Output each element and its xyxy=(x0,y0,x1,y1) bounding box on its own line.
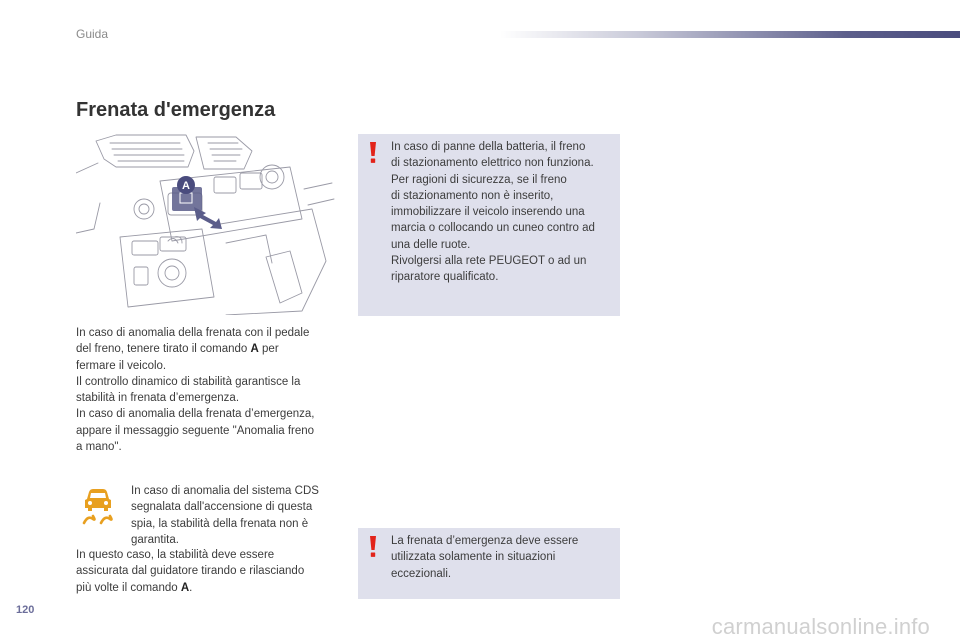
battery-warning-box xyxy=(358,134,620,316)
emergency-use-warning-box xyxy=(358,528,620,599)
control-a-reference: A xyxy=(250,343,259,356)
section-label: Guida xyxy=(76,27,109,41)
header-bar xyxy=(500,31,960,38)
emergency-use-warning-text: La frenata d’emergenza deve essere utilizzata solamente in situazioni eccezionali. xyxy=(391,535,579,580)
svg-text:A: A xyxy=(182,180,190,192)
driver-stability-paragraph: In questo caso, la stabilità deve essere assicurata dal guidatore tirando e rilasciando più volte il comando A. xyxy=(76,549,305,594)
page-number: 120 xyxy=(16,604,35,616)
cds-warning-paragraph: In caso di anomalia del sistema CDS segnalata dall'accensione di questa spia, la stabilità della frenata non è garantita. xyxy=(131,485,319,546)
control-a-reference: A xyxy=(180,581,190,594)
page-title: Frenata d'emergenza xyxy=(76,99,276,121)
exclamation-warning-icon xyxy=(368,142,378,164)
marker-a xyxy=(177,176,195,194)
battery-warning-text: In caso di panne della batteria, il freno di stazionamento elettrico non funziona. Per ragioni di sicurezza, se il freno di stazionamento non è inserito, immobilizzare il veicolo inserendo una marcia o collocando un cuneo contro ad una delle ruote. Rivolgersi alla rete PEUGEOT o ad un riparatore qualificato. xyxy=(391,141,595,284)
pull-arrow-icon xyxy=(194,207,222,229)
electric-parking-brake-illustration xyxy=(76,133,336,315)
watermark: carmanualsonline.info xyxy=(711,614,930,639)
brake-anomaly-paragraph: In caso di anomalia della frenata con il pedale del freno, tenere tirato il comando A per fermare il veicolo. Il controllo dinamico di stabilità garantisce la stabilità in frenata d’emergenza. In caso di anomalia della frenata d’emergenza, appare il messaggio seguente "Anomalia freno a mano". xyxy=(76,327,315,454)
skid-car-warning-icon xyxy=(82,488,114,526)
exclamation-warning-icon xyxy=(368,536,378,558)
